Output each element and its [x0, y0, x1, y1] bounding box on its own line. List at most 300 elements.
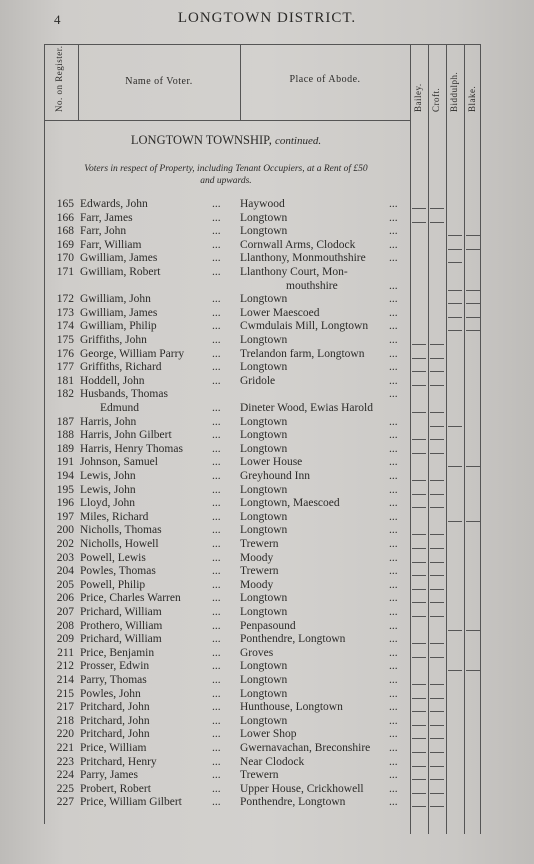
- vote-mark: [430, 426, 444, 427]
- register-number: 217: [56, 701, 74, 714]
- vote-mark: [466, 303, 480, 304]
- vote-mark: [430, 385, 444, 386]
- register-number: 173: [56, 306, 74, 319]
- leader-dots: ...: [389, 769, 398, 782]
- register-number: 215: [56, 687, 74, 700]
- register-number: 224: [56, 769, 74, 782]
- register-number: 225: [56, 782, 74, 795]
- vote-mark: [430, 371, 444, 372]
- vote-mark: [412, 752, 426, 753]
- vote-mark: [412, 562, 426, 563]
- leader-dots: ...: [389, 796, 398, 809]
- leader-dots: ...: [212, 470, 221, 482]
- leader-dots: ...: [212, 551, 221, 564]
- vote-mark: [466, 670, 480, 671]
- leader-dots: ...: [389, 415, 398, 428]
- vote-mark: [430, 208, 444, 209]
- voter-abode-cont: mouthshire: [286, 279, 338, 292]
- voter-abode: Longtown, Maescoed: [240, 497, 340, 510]
- vote-mark: [412, 725, 426, 726]
- voter-abode: Lower Shop: [240, 728, 297, 741]
- section-note-line: and upwards.: [200, 176, 252, 186]
- leader-dots: ...: [212, 456, 221, 469]
- leader-dots: ...: [389, 470, 398, 482]
- voter-abode: Groves: [240, 646, 274, 659]
- col-divider: [78, 44, 79, 120]
- voter-name: Lewis, John: [80, 470, 136, 482]
- voter-name: George, William Parry: [80, 347, 185, 360]
- leader-dots: ...: [212, 415, 221, 428]
- register-number: 218: [56, 714, 74, 727]
- voter-name: Gwilliam, Philip: [80, 320, 157, 333]
- section-note-line: Voters in respect of Property, including Tenant Occupiers, at a Rent of £50: [84, 164, 368, 174]
- voter-abode: Llanthony Court, Mon-: [240, 266, 348, 278]
- voter-name: Farr, James: [80, 211, 133, 224]
- voter-name: Prosser, Edwin: [80, 660, 150, 673]
- vote-mark: [412, 548, 426, 549]
- register-number: 191: [56, 456, 74, 469]
- leader-dots: ...: [212, 619, 221, 632]
- leader-dots: ...: [389, 619, 398, 632]
- section-note: [44, 163, 408, 187]
- vote-mark: [466, 235, 480, 236]
- col-divider: [464, 44, 465, 834]
- voter-abode: Longtown: [240, 334, 288, 346]
- voter-name: Pritchard, John: [80, 701, 150, 714]
- leader-dots: ...: [212, 429, 221, 442]
- register-number: 195: [56, 483, 74, 496]
- leader-dots: ...: [389, 334, 398, 346]
- vote-mark: [412, 208, 426, 209]
- vote-mark: [412, 589, 426, 590]
- vote-mark: [466, 249, 480, 250]
- voter-abode: Longtown: [240, 211, 288, 224]
- voter-name: Harris, John Gilbert: [80, 429, 172, 442]
- vote-mark: [448, 235, 462, 236]
- leader-dots: ...: [212, 646, 221, 659]
- register-number: 208: [56, 619, 74, 632]
- register-number: 207: [56, 606, 74, 618]
- leader-dots: ...: [389, 674, 398, 686]
- vote-mark: [430, 738, 444, 739]
- voter-abode: Cwmdulais Mill, Longtown: [240, 320, 369, 333]
- vote-mark: [430, 602, 444, 603]
- vote-mark: [430, 766, 444, 767]
- vote-mark: [412, 738, 426, 739]
- voter-name: Prichard, William: [80, 633, 162, 646]
- section-continued: continued.: [274, 135, 322, 147]
- col-divider: [446, 44, 447, 834]
- leader-dots: ...: [212, 742, 221, 754]
- voter-abode: Llanthony, Monmouthshire: [240, 252, 366, 265]
- leader-dots: ...: [212, 510, 221, 523]
- vote-mark: [430, 453, 444, 454]
- leader-dots: ...: [212, 728, 221, 741]
- leader-dots: ...: [389, 524, 398, 537]
- leader-dots: ...: [389, 483, 398, 496]
- vote-mark: [448, 303, 462, 304]
- vote-mark: [430, 494, 444, 495]
- voter-abode: Dineter Wood, Ewias Harold: [240, 402, 373, 414]
- voter-name: Lewis, John: [80, 483, 136, 496]
- leader-dots: ...: [212, 211, 221, 224]
- voter-name: Powell, Lewis: [80, 551, 146, 564]
- register-number: 166: [56, 211, 74, 224]
- leader-dots: ...: [389, 660, 398, 673]
- leader-dots: ...: [389, 578, 398, 591]
- register-number: 189: [56, 442, 74, 455]
- voter-name: Prichard, William: [80, 606, 162, 618]
- voter-abode: Ponthendre, Longtown: [240, 633, 346, 646]
- vote-mark: [412, 698, 426, 699]
- leader-dots: ...: [212, 796, 221, 809]
- leader-dots: ...: [212, 497, 221, 510]
- voter-name: Pritchard, Henry: [80, 755, 157, 768]
- leader-dots: ...: [389, 782, 398, 795]
- vote-mark: [412, 575, 426, 576]
- register-number: 214: [56, 674, 74, 686]
- vote-mark: [412, 534, 426, 535]
- leader-dots: ...: [389, 211, 398, 224]
- voter-abode: Hunthouse, Longtown: [240, 701, 343, 714]
- leader-dots: ...: [212, 334, 221, 346]
- leader-dots: ...: [389, 497, 398, 510]
- register-number: 220: [56, 728, 74, 741]
- vote-mark: [430, 344, 444, 345]
- register-number: 212: [56, 660, 74, 673]
- vote-mark: [448, 521, 462, 522]
- vote-mark: [430, 616, 444, 617]
- leader-dots: ...: [389, 442, 398, 455]
- leader-dots: ...: [389, 320, 398, 333]
- voter-abode: Longtown: [240, 674, 288, 686]
- voter-name: Price, William Gilbert: [80, 796, 182, 809]
- voter-abode: Longtown: [240, 483, 288, 496]
- register-number: 209: [56, 633, 74, 646]
- vote-mark: [412, 344, 426, 345]
- voter-name: Gwilliam, James: [80, 306, 158, 319]
- voter-name: Harris, John: [80, 415, 137, 428]
- vote-mark: [412, 711, 426, 712]
- header-bottom-rule: [44, 120, 410, 121]
- vote-mark: [412, 358, 426, 359]
- leader-dots: ...: [212, 660, 221, 673]
- vote-mark: [412, 657, 426, 658]
- vote-mark: [448, 317, 462, 318]
- vote-mark: [412, 412, 426, 413]
- register-number: 221: [56, 742, 74, 754]
- leader-dots: ...: [389, 728, 398, 741]
- leader-dots: ...: [212, 714, 221, 727]
- vote-mark: [430, 684, 444, 685]
- leader-dots: ...: [389, 714, 398, 727]
- table-top-rule: [44, 44, 480, 45]
- leader-dots: ...: [212, 306, 221, 319]
- leader-dots: ...: [212, 755, 221, 768]
- leader-dots: ...: [389, 252, 398, 265]
- register-number: 171: [56, 266, 74, 278]
- voter-name: Johnson, Samuel: [80, 456, 158, 469]
- header-place-of-abode: Place of Abode.: [289, 74, 361, 85]
- voter-abode: Longtown: [240, 415, 288, 428]
- voter-abode: Near Clodock: [240, 755, 305, 768]
- voter-abode: Upper House, Crickhowell: [240, 782, 364, 795]
- leader-dots: ...: [389, 606, 398, 618]
- vote-mark: [412, 507, 426, 508]
- voter-abode: Longtown: [240, 592, 288, 605]
- vote-mark: [412, 766, 426, 767]
- leader-dots: ...: [389, 646, 398, 659]
- leader-dots: ...: [212, 701, 221, 714]
- leader-dots: ...: [212, 266, 221, 278]
- voter-abode: Trewern: [240, 565, 279, 578]
- vote-mark: [448, 630, 462, 631]
- register-number: 165: [56, 198, 74, 210]
- register-number: 181: [56, 374, 74, 387]
- col-divider: [410, 44, 411, 834]
- leader-dots: ...: [389, 755, 398, 768]
- vote-mark: [430, 575, 444, 576]
- voter-name: Powell, Philip: [80, 578, 146, 591]
- leader-dots: ...: [212, 592, 221, 605]
- leader-dots: ...: [389, 633, 398, 646]
- voter-name: Harris, Henry Thomas: [80, 442, 183, 455]
- register-number: 206: [56, 592, 74, 605]
- leader-dots: ...: [212, 252, 221, 265]
- leader-dots: ...: [389, 429, 398, 442]
- leader-dots: ...: [389, 701, 398, 714]
- register-number: 223: [56, 755, 74, 768]
- voter-name: Pritchard, John: [80, 714, 150, 727]
- table-right-rule: [480, 44, 481, 834]
- voter-abode: Moody: [240, 551, 274, 564]
- voter-name: Parry, Thomas: [80, 674, 147, 686]
- header-no-on-register: No. on Register.: [54, 45, 64, 112]
- voter-abode: Ponthendre, Longtown: [240, 796, 346, 809]
- voter-abode: Trewern: [240, 769, 279, 782]
- leader-dots: ...: [389, 198, 398, 210]
- voter-name: Price, Benjamin: [80, 646, 155, 659]
- vote-mark: [448, 249, 462, 250]
- page-number: 4: [54, 12, 61, 27]
- register-number: 168: [56, 225, 74, 238]
- voter-name: Farr, John: [80, 225, 127, 238]
- register-number: 203: [56, 551, 74, 564]
- vote-mark: [430, 806, 444, 807]
- register-number: 182: [56, 388, 74, 401]
- register-number: 174: [56, 320, 74, 333]
- voter-name: Gwilliam, John: [80, 293, 151, 306]
- leader-dots: ...: [389, 306, 398, 319]
- header-name-of-voter: Name of Voter.: [125, 76, 193, 87]
- leader-dots: ...: [389, 238, 398, 251]
- vote-mark: [412, 779, 426, 780]
- voter-name: Parry, James: [80, 769, 139, 782]
- vote-mark: [412, 616, 426, 617]
- vote-mark: [430, 589, 444, 590]
- voter-abode: Gridole: [240, 374, 276, 387]
- voter-abode: Longtown: [240, 606, 288, 618]
- vote-mark: [430, 534, 444, 535]
- voter-name: Farr, William: [80, 238, 142, 251]
- register-number: 202: [56, 538, 74, 550]
- leader-dots: ...: [212, 782, 221, 795]
- leader-dots: ...: [212, 606, 221, 618]
- leader-dots: ...: [212, 538, 221, 550]
- leader-dots: ...: [389, 687, 398, 700]
- col-divider: [240, 44, 241, 120]
- voter-name: Husbands, Thomas: [80, 388, 168, 401]
- leader-dots: ...: [212, 769, 221, 782]
- leader-dots: ...: [212, 225, 221, 238]
- vote-mark: [430, 480, 444, 481]
- register-number: 188: [56, 429, 74, 442]
- vote-mark: [412, 494, 426, 495]
- voter-name: Miles, Richard: [80, 510, 149, 523]
- header-croft: Croft.: [431, 87, 441, 112]
- vote-mark: [412, 453, 426, 454]
- voter-abode: Penpasound: [240, 619, 296, 632]
- vote-mark: [412, 480, 426, 481]
- register-number: 187: [56, 415, 74, 428]
- vote-mark: [430, 643, 444, 644]
- voter-abode: Cornwall Arms, Clodock: [240, 238, 356, 251]
- voter-name: Price, Charles Warren: [80, 592, 181, 605]
- voter-abode: Longtown: [240, 524, 288, 537]
- leader-dots: ...: [389, 510, 398, 523]
- voter-name: Gwilliam, James: [80, 252, 158, 265]
- voter-name: Pritchard, John: [80, 728, 150, 741]
- vote-mark: [466, 317, 480, 318]
- vote-mark: [430, 752, 444, 753]
- voter-name: Prothero, William: [80, 619, 163, 632]
- vote-mark: [448, 330, 462, 331]
- register-number: 204: [56, 565, 74, 578]
- vote-mark: [412, 806, 426, 807]
- voter-abode: Lower Maescoed: [240, 306, 320, 319]
- register-number: 227: [56, 796, 74, 809]
- vote-mark: [430, 793, 444, 794]
- vote-mark: [448, 262, 462, 263]
- register-number: 169: [56, 238, 74, 251]
- voter-abode: Trelandon farm, Longtown: [240, 347, 365, 360]
- leader-dots: ...: [389, 742, 398, 754]
- leader-dots: ...: [212, 238, 221, 251]
- leader-dots: ...: [389, 592, 398, 605]
- leader-dots: ...: [212, 674, 221, 686]
- leader-dots: ...: [212, 483, 221, 496]
- voter-name: Gwilliam, Robert: [80, 266, 161, 278]
- header-blake: Blake.: [467, 85, 477, 112]
- leader-dots: ...: [389, 374, 398, 387]
- vote-mark: [466, 330, 480, 331]
- vote-mark: [412, 385, 426, 386]
- register-number: 194: [56, 470, 74, 482]
- voter-abode: Gwernavachan, Breconshire: [240, 742, 371, 754]
- leader-dots: ...: [389, 293, 398, 306]
- voter-abode: Haywood: [240, 198, 285, 210]
- leader-dots: ...: [212, 687, 221, 700]
- register-number: 196: [56, 497, 74, 510]
- vote-mark: [430, 412, 444, 413]
- voter-name: Powles, Thomas: [80, 565, 156, 578]
- vote-mark: [430, 222, 444, 223]
- vote-mark: [412, 684, 426, 685]
- vote-mark: [412, 643, 426, 644]
- voter-abode: Longtown: [240, 293, 288, 306]
- voter-abode: Moody: [240, 578, 274, 591]
- vote-mark: [430, 358, 444, 359]
- leader-dots: ...: [212, 633, 221, 646]
- leader-dots: ...: [389, 456, 398, 469]
- leader-dots: ...: [212, 198, 221, 210]
- voter-name: Lloyd, John: [80, 497, 135, 510]
- leader-dots: ...: [212, 320, 221, 333]
- leader-dots: ...: [389, 361, 398, 374]
- section-title: LONGTOWN TOWNSHIP,: [130, 133, 272, 147]
- col-divider: [428, 44, 429, 834]
- voter-abode: Longtown: [240, 660, 288, 673]
- register-number: 197: [56, 510, 74, 523]
- vote-mark: [466, 290, 480, 291]
- voter-abode: Greyhound Inn: [240, 470, 310, 482]
- register-number: 175: [56, 334, 74, 346]
- leader-dots: ...: [389, 225, 398, 238]
- leader-dots: ...: [389, 551, 398, 564]
- voter-name: Nicholls, Howell: [80, 538, 159, 550]
- register-number: 211: [57, 646, 74, 659]
- leader-dots: ...: [212, 442, 221, 455]
- vote-mark: [448, 426, 462, 427]
- vote-mark: [412, 602, 426, 603]
- vote-mark: [448, 670, 462, 671]
- vote-mark: [466, 630, 480, 631]
- voter-name: Probert, Robert: [80, 782, 151, 795]
- register-number: 172: [56, 293, 74, 306]
- voter-abode: Longtown: [240, 714, 288, 727]
- leader-dots: ...: [212, 524, 221, 537]
- vote-mark: [412, 222, 426, 223]
- register-number: 177: [56, 361, 74, 374]
- leader-dots: ...: [212, 565, 221, 578]
- leader-dots: ...: [389, 279, 398, 292]
- voter-name: Nicholls, Thomas: [80, 524, 162, 537]
- register-number: 176: [56, 347, 74, 360]
- voter-name: Hoddell, John: [80, 374, 145, 387]
- leader-dots: ...: [212, 374, 221, 387]
- vote-mark: [412, 793, 426, 794]
- voter-abode: Lower House: [240, 456, 303, 469]
- header-bailey: Bailey.: [413, 83, 423, 112]
- leader-dots: ...: [389, 388, 398, 401]
- voter-abode: Trewern: [240, 538, 279, 550]
- vote-mark: [448, 290, 462, 291]
- vote-mark: [430, 439, 444, 440]
- vote-mark: [430, 711, 444, 712]
- register-number: 205: [56, 578, 74, 591]
- vote-mark: [430, 779, 444, 780]
- voter-abode: Longtown: [240, 429, 288, 442]
- voter-name: Griffiths, Richard: [80, 361, 162, 374]
- header-biddulph: Biddulph.: [449, 71, 459, 112]
- vote-mark: [430, 507, 444, 508]
- register-number: 170: [56, 252, 74, 265]
- vote-mark: [430, 725, 444, 726]
- voter-abode: Longtown: [240, 225, 288, 238]
- leader-dots: ...: [212, 293, 221, 306]
- vote-mark: [448, 466, 462, 467]
- page-title: LONGTOWN DISTRICT.: [177, 10, 357, 26]
